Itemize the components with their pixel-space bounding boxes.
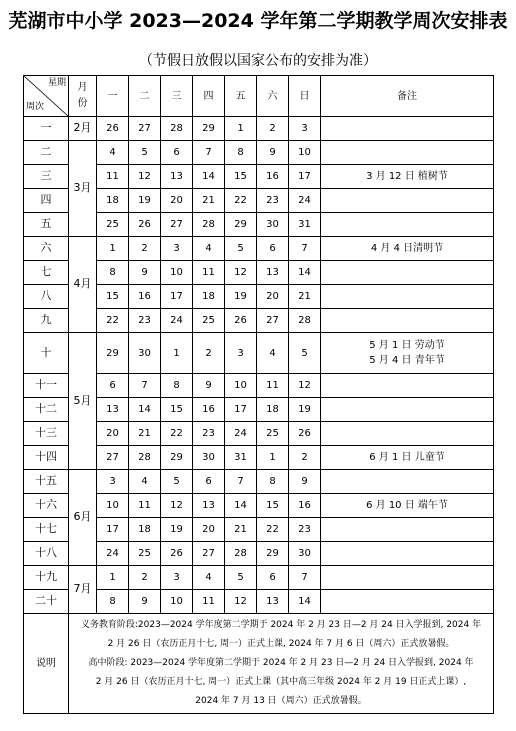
date-cell: 23	[129, 309, 161, 333]
week-number-cell: 二	[24, 141, 69, 165]
date-cell: 3	[225, 333, 257, 374]
date-cell: 31	[289, 213, 321, 237]
date-cell: 27	[257, 309, 289, 333]
explanation-line: 2 月 26 日（农历正月十七, 周一）正式上课, 2024 年 7 月 6 日（周六）正式放暑假。	[107, 639, 455, 649]
month-cell: 4月	[69, 237, 97, 333]
date-cell: 11	[129, 494, 161, 518]
date-cell: 15	[97, 285, 129, 309]
date-cell: 9	[193, 374, 225, 398]
date-cell: 7	[289, 566, 321, 590]
date-cell: 11	[193, 261, 225, 285]
note-cell	[321, 374, 494, 398]
date-cell: 24	[161, 309, 193, 333]
corner-bottom-label: 周次	[26, 102, 45, 113]
note-cell	[321, 261, 494, 285]
date-cell: 27	[129, 117, 161, 141]
date-cell: 8	[257, 470, 289, 494]
explanation-line: 2024 年 7 月 13 日（周六）正式放暑假。	[195, 696, 367, 706]
date-cell: 26	[225, 309, 257, 333]
date-cell: 29	[97, 333, 129, 374]
table-row	[24, 117, 494, 141]
date-cell: 23	[193, 422, 225, 446]
date-cell: 19	[225, 285, 257, 309]
explanation-line: 义务教育阶段:2023—2024 学年度第二学期于 2024 年 2 月 23 日—2 月 24 日入学报到, 2024 年	[80, 620, 482, 630]
date-cell: 14	[193, 165, 225, 189]
table-row	[24, 470, 494, 494]
date-cell: 13	[257, 590, 289, 614]
date-cell: 15	[161, 398, 193, 422]
schedule-table	[23, 75, 494, 714]
date-cell: 22	[161, 422, 193, 446]
explanation-line: 高中阶段: 2023—2024 学年度第二学期于 2024 年 2 月 23 日—2 月 24 日入学报到, 2024 年	[88, 658, 474, 668]
note-cell	[321, 398, 494, 422]
day-header-sat: 六	[257, 76, 289, 117]
date-cell: 6	[257, 237, 289, 261]
date-cell: 15	[257, 494, 289, 518]
day-header-sun: 日	[289, 76, 321, 117]
date-cell: 19	[161, 518, 193, 542]
week-number-cell: 七	[24, 261, 69, 285]
note-line: 5 月 1 日 劳动节	[369, 340, 445, 351]
date-cell: 22	[225, 189, 257, 213]
week-number-cell: 十三	[24, 422, 69, 446]
explanation-text	[69, 614, 494, 714]
date-cell: 2	[257, 117, 289, 141]
date-cell: 13	[161, 165, 193, 189]
note-cell	[321, 189, 494, 213]
date-cell: 14	[289, 261, 321, 285]
note-cell	[321, 333, 494, 374]
date-cell: 28	[289, 309, 321, 333]
note-cell	[321, 285, 494, 309]
date-cell: 27	[161, 213, 193, 237]
note-cell	[321, 470, 494, 494]
date-cell: 14	[289, 590, 321, 614]
date-cell: 4	[193, 566, 225, 590]
date-cell: 15	[225, 165, 257, 189]
date-cell: 25	[257, 422, 289, 446]
date-cell: 10	[289, 141, 321, 165]
date-cell: 29	[225, 213, 257, 237]
date-cell: 1	[97, 566, 129, 590]
date-cell: 30	[257, 213, 289, 237]
date-cell: 5	[289, 333, 321, 374]
date-cell: 9	[129, 261, 161, 285]
day-header-thu: 四	[193, 76, 225, 117]
week-number-cell: 十五	[24, 470, 69, 494]
date-cell: 26	[289, 422, 321, 446]
date-cell: 20	[257, 285, 289, 309]
note-cell	[321, 590, 494, 614]
date-cell: 31	[225, 446, 257, 470]
week-number-cell: 十六	[24, 494, 69, 518]
date-cell: 8	[225, 141, 257, 165]
date-cell: 25	[193, 309, 225, 333]
page-title: 芜湖市中小学 2023—2024 学年第二学期教学周次安排表	[8, 10, 508, 32]
date-cell: 21	[129, 422, 161, 446]
week-number-cell: 二十	[24, 590, 69, 614]
date-cell: 2	[129, 566, 161, 590]
date-cell: 24	[289, 189, 321, 213]
date-cell: 5	[161, 470, 193, 494]
date-cell: 10	[225, 374, 257, 398]
date-cell: 9	[129, 590, 161, 614]
date-cell: 8	[161, 374, 193, 398]
date-cell: 20	[193, 518, 225, 542]
page-subtitle: （节假日放假以国家公布的安排为准）	[139, 53, 377, 69]
date-cell: 28	[129, 446, 161, 470]
week-number-cell: 十九	[24, 566, 69, 590]
date-cell: 14	[129, 398, 161, 422]
date-cell: 7	[129, 374, 161, 398]
date-cell: 4	[193, 237, 225, 261]
date-cell: 10	[161, 261, 193, 285]
date-cell: 12	[225, 261, 257, 285]
week-number-cell: 十	[24, 333, 69, 374]
date-cell: 21	[289, 285, 321, 309]
date-cell: 20	[97, 422, 129, 446]
date-cell: 17	[97, 518, 129, 542]
date-cell: 16	[193, 398, 225, 422]
date-cell: 26	[161, 542, 193, 566]
date-cell: 12	[161, 494, 193, 518]
month-cell: 7月	[69, 566, 97, 614]
month-cell: 5月	[69, 333, 97, 470]
day-header-mon: 一	[97, 76, 129, 117]
date-cell: 13	[257, 261, 289, 285]
date-cell: 1	[225, 117, 257, 141]
date-cell: 16	[289, 494, 321, 518]
date-cell: 18	[97, 189, 129, 213]
date-cell: 5	[225, 566, 257, 590]
date-cell: 12	[225, 590, 257, 614]
date-cell: 20	[161, 189, 193, 213]
date-cell: 18	[257, 398, 289, 422]
date-cell: 29	[257, 542, 289, 566]
date-cell: 7	[193, 141, 225, 165]
date-cell: 6	[257, 566, 289, 590]
explanation-row	[24, 614, 494, 714]
date-cell: 19	[289, 398, 321, 422]
header-row	[24, 76, 494, 117]
note-cell	[321, 566, 494, 590]
date-cell: 13	[193, 494, 225, 518]
date-cell: 10	[161, 590, 193, 614]
date-cell: 16	[129, 285, 161, 309]
month-header-bottom: 份	[77, 98, 88, 109]
date-cell: 3	[289, 117, 321, 141]
note-cell	[321, 213, 494, 237]
week-number-cell: 六	[24, 237, 69, 261]
explanation-label: 说明	[24, 614, 69, 714]
date-cell: 12	[289, 374, 321, 398]
note-cell: 6 月 10 日 端午节	[321, 494, 494, 518]
week-number-cell: 一	[24, 117, 69, 141]
date-cell: 14	[225, 494, 257, 518]
day-header-tue: 二	[129, 76, 161, 117]
date-cell: 1	[161, 333, 193, 374]
week-number-cell: 五	[24, 213, 69, 237]
date-cell: 6	[97, 374, 129, 398]
date-cell: 6	[193, 470, 225, 494]
note-line: 5 月 4 日 青年节	[369, 355, 445, 366]
note-cell: 3 月 12 日 植树节	[321, 165, 494, 189]
table-row	[24, 237, 494, 261]
date-cell: 26	[129, 213, 161, 237]
date-cell: 3	[161, 237, 193, 261]
date-cell: 17	[289, 165, 321, 189]
month-cell: 2月	[69, 117, 97, 141]
date-cell: 30	[129, 333, 161, 374]
date-cell: 27	[97, 446, 129, 470]
date-cell: 1	[97, 237, 129, 261]
date-cell: 10	[97, 494, 129, 518]
note-cell: 4 月 4 日清明节	[321, 237, 494, 261]
note-cell	[321, 309, 494, 333]
date-cell: 29	[161, 446, 193, 470]
date-cell: 21	[225, 518, 257, 542]
date-cell: 28	[193, 213, 225, 237]
date-cell: 2	[129, 237, 161, 261]
date-cell: 18	[129, 518, 161, 542]
date-cell: 6	[161, 141, 193, 165]
week-number-cell: 四	[24, 189, 69, 213]
date-cell: 3	[97, 470, 129, 494]
date-cell: 8	[97, 590, 129, 614]
week-number-cell: 十一	[24, 374, 69, 398]
date-cell: 22	[97, 309, 129, 333]
date-cell: 13	[97, 398, 129, 422]
table-row	[24, 566, 494, 590]
date-cell: 12	[129, 165, 161, 189]
date-cell: 4	[97, 141, 129, 165]
week-number-cell: 九	[24, 309, 69, 333]
date-cell: 4	[129, 470, 161, 494]
date-cell: 29	[193, 117, 225, 141]
date-cell: 2	[289, 446, 321, 470]
date-cell: 17	[161, 285, 193, 309]
corner-top-label: 星期	[47, 78, 66, 88]
date-cell: 4	[257, 333, 289, 374]
date-cell: 5	[129, 141, 161, 165]
week-number-cell: 十八	[24, 542, 69, 566]
date-cell: 7	[225, 470, 257, 494]
corner-header-cell	[24, 76, 69, 117]
date-cell: 30	[193, 446, 225, 470]
date-cell: 11	[97, 165, 129, 189]
date-cell: 28	[161, 117, 193, 141]
month-header-cell	[69, 76, 97, 117]
note-cell	[321, 518, 494, 542]
date-cell: 23	[257, 189, 289, 213]
date-cell: 26	[97, 117, 129, 141]
notes-header: 备注	[321, 76, 494, 117]
date-cell: 24	[225, 422, 257, 446]
day-header-wed: 三	[161, 76, 193, 117]
date-cell: 9	[257, 141, 289, 165]
date-cell: 8	[97, 261, 129, 285]
table-row	[24, 141, 494, 165]
month-header-top: 月	[77, 82, 88, 93]
month-cell: 3月	[69, 141, 97, 237]
month-cell: 6月	[69, 470, 97, 566]
date-cell: 25	[129, 542, 161, 566]
note-cell	[321, 141, 494, 165]
date-cell: 18	[193, 285, 225, 309]
date-cell: 24	[97, 542, 129, 566]
date-cell: 1	[257, 446, 289, 470]
date-cell: 9	[289, 470, 321, 494]
week-number-cell: 三	[24, 165, 69, 189]
date-cell: 11	[193, 590, 225, 614]
day-header-fri: 五	[225, 76, 257, 117]
note-cell	[321, 117, 494, 141]
week-number-cell: 十七	[24, 518, 69, 542]
date-cell: 19	[129, 189, 161, 213]
date-cell: 11	[257, 374, 289, 398]
week-number-cell: 十四	[24, 446, 69, 470]
date-cell: 21	[193, 189, 225, 213]
note-cell	[321, 422, 494, 446]
explanation-line: 2 月 26 日（农历正月十七, 周一）正式上课（其中高三年级 2024 年 2 月 19 日正式上课）,	[95, 677, 467, 687]
date-cell: 5	[225, 237, 257, 261]
date-cell: 28	[225, 542, 257, 566]
date-cell: 3	[161, 566, 193, 590]
date-cell: 7	[289, 237, 321, 261]
date-cell: 17	[225, 398, 257, 422]
date-cell: 2	[193, 333, 225, 374]
week-number-cell: 十二	[24, 398, 69, 422]
date-cell: 22	[257, 518, 289, 542]
table-row	[24, 333, 494, 374]
date-cell: 23	[289, 518, 321, 542]
date-cell: 25	[97, 213, 129, 237]
note-cell: 6 月 1 日 儿童节	[321, 446, 494, 470]
date-cell: 16	[257, 165, 289, 189]
note-cell	[321, 542, 494, 566]
date-cell: 27	[193, 542, 225, 566]
date-cell: 30	[289, 542, 321, 566]
week-number-cell: 八	[24, 285, 69, 309]
